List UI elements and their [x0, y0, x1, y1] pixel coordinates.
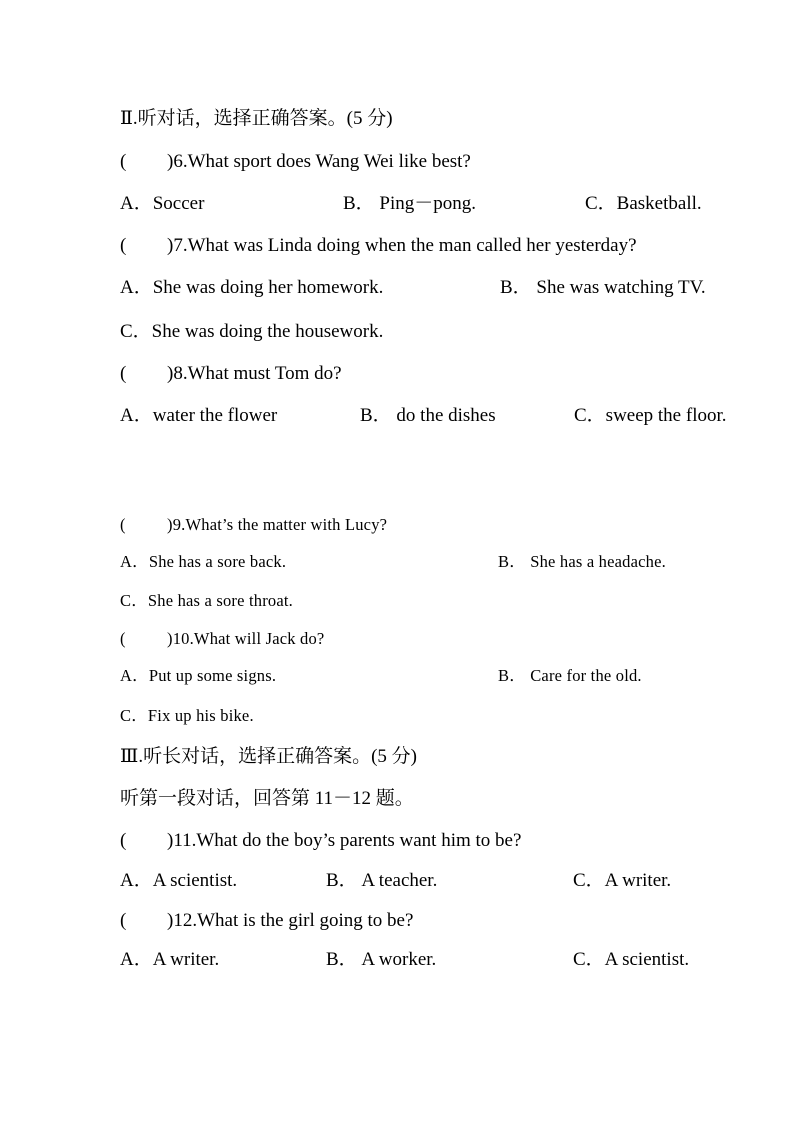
q12-option-b: B． A worker.: [326, 949, 437, 970]
q12-option-a: A．A writer.: [120, 949, 220, 970]
q9-option-b: B． She has a headache.: [498, 552, 666, 571]
question-10-stem: )10.What will Jack do?: [167, 629, 325, 648]
q7-option-c: C．She was doing the housework.: [120, 321, 384, 342]
question-6-stem: )6.What sport does Wang Wei like best?: [167, 151, 471, 172]
question-9-stem: )9.What’s the matter with Lucy?: [167, 515, 388, 534]
answer-paren-q11: (: [120, 830, 127, 851]
q8-option-b: B． do the dishes: [360, 405, 496, 426]
q12-option-c: C．A scientist.: [573, 949, 690, 970]
q6-option-c: C．Basketball.: [585, 193, 702, 214]
answer-paren-q12: (: [120, 910, 127, 931]
answer-paren-q7: (: [120, 235, 127, 256]
q8-option-c: C．sweep the floor.: [574, 405, 727, 426]
question-12-stem: )12.What is the girl going to be?: [167, 910, 414, 931]
section-3-heading: Ⅲ.听长对话，选择正确答案。(5 分): [120, 746, 417, 767]
q8-option-a: A．water the flower: [120, 405, 278, 426]
section-3-instruction: 听第一段对话，回答第 11－12 题。: [120, 788, 414, 809]
answer-paren-q6: (: [120, 151, 127, 172]
answer-paren-q9: (: [120, 515, 126, 534]
answer-paren-q8: (: [120, 363, 127, 384]
section-2-heading: Ⅱ.听对话，选择正确答案。(5 分): [120, 108, 393, 129]
q11-option-c: C．A writer.: [573, 870, 672, 891]
q7-option-a: A．She was doing her homework.: [120, 277, 384, 298]
q9-option-c: C．She has a sore throat.: [120, 591, 293, 610]
question-7-stem: )7.What was Linda doing when the man called her yesterday?: [167, 235, 637, 256]
question-8-stem: )8.What must Tom do?: [167, 363, 342, 384]
q6-option-b: B． Ping－pong.: [343, 193, 477, 214]
q7-option-b: B． She was watching TV.: [500, 277, 706, 298]
q10-option-c: C．Fix up his bike.: [120, 706, 254, 725]
q10-option-a: A．Put up some signs.: [120, 666, 277, 685]
q11-option-a: A．A scientist.: [120, 870, 238, 891]
q11-option-b: B． A teacher.: [326, 870, 438, 891]
q6-option-a: A．Soccer: [120, 193, 205, 214]
q9-option-a: A．She has a sore back.: [120, 552, 287, 571]
q10-option-b: B． Care for the old.: [498, 666, 642, 685]
answer-paren-q10: (: [120, 629, 126, 648]
question-11-stem: )11.What do the boy’s parents want him to be?: [167, 830, 522, 851]
